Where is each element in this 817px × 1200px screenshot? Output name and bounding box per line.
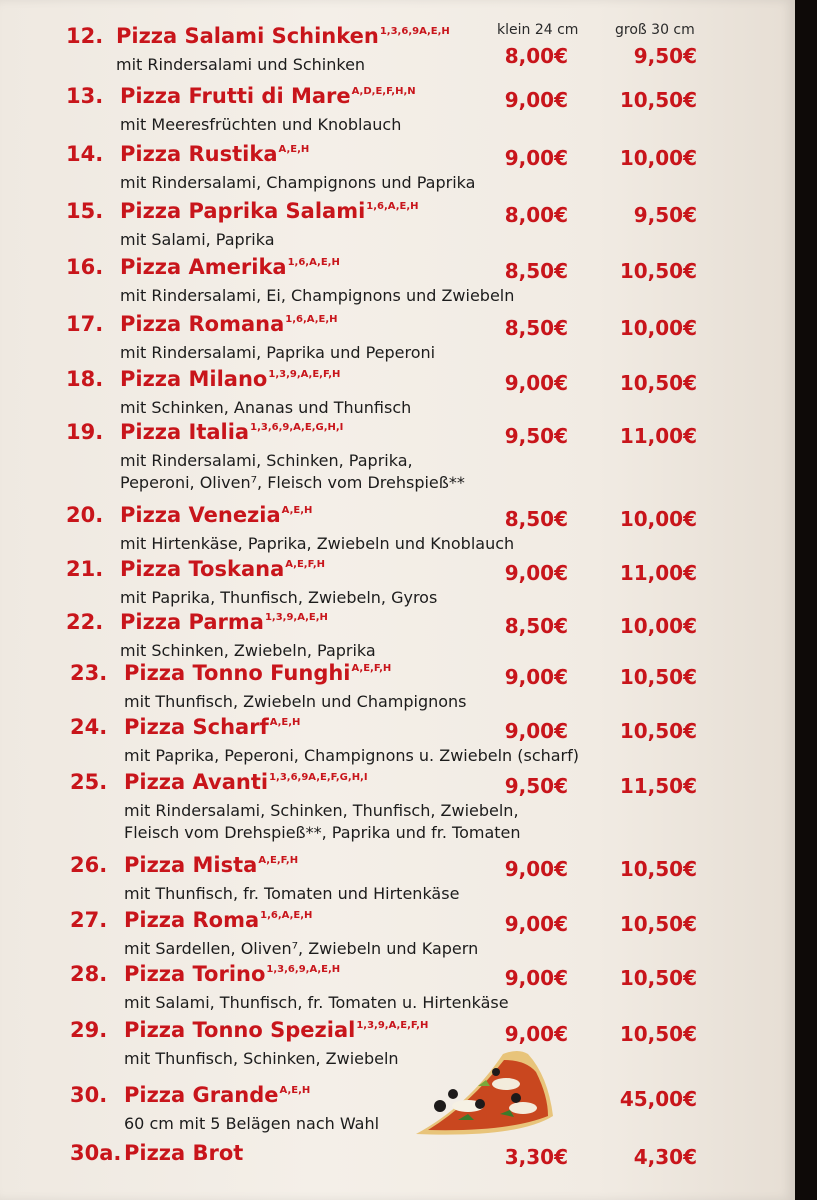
allergen-codes: 1,6,A,E,H xyxy=(366,201,419,212)
item-name: Pizza Roma$^{1,6,A,E,H}$ xyxy=(124,908,313,932)
item-description xyxy=(124,938,478,960)
item-name: Pizza Mista$^{A,E,F,H}$ xyxy=(124,853,299,877)
item-number: 28. xyxy=(70,962,108,986)
large-size-header: groß 30 cm xyxy=(615,22,695,38)
price-small: 3,30€ xyxy=(504,1145,568,1169)
item-number: 22. xyxy=(66,610,104,634)
description-line: Fleisch vom Drehspieß**, Paprika und fr. Tomaten xyxy=(124,823,521,842)
description-line: mit Rindersalami und Schinken xyxy=(116,55,366,74)
description-line: mit Schinken, Ananas und Thunfisch xyxy=(120,398,412,417)
price-small: 9,00€ xyxy=(504,146,568,170)
price-large: 9,50€ xyxy=(633,203,697,227)
price-small: 9,00€ xyxy=(504,966,568,990)
item-name: Pizza Brot xyxy=(124,1141,244,1165)
price-small: 9,50€ xyxy=(504,424,568,448)
price-small: 9,00€ xyxy=(504,88,568,112)
item-name: Pizza Paprika Salami$^{1,6,A,E,H}$ xyxy=(120,199,419,223)
allergen-codes: 1,3,6,9A,E,H xyxy=(379,26,450,37)
item-name: Pizza Grande$^{A,E,H}$ xyxy=(124,1083,311,1107)
item-description xyxy=(124,745,579,767)
price-small: 9,00€ xyxy=(504,857,568,881)
price-small: 8,50€ xyxy=(504,507,568,531)
description-line: mit Thunfisch, Zwiebeln und Champignons xyxy=(124,692,467,711)
item-description xyxy=(124,883,459,905)
description-line: mit Schinken, Zwiebeln, Paprika xyxy=(120,641,376,660)
item-number: 27. xyxy=(70,908,108,932)
description-line: mit Meeresfrüchten und Knoblauch xyxy=(120,115,402,134)
price-small: 8,50€ xyxy=(504,259,568,283)
allergen-codes: 1,3,6,9,A,E,G,H,I xyxy=(250,422,344,433)
price-large: 10,00€ xyxy=(619,146,697,170)
description-line: mit Rindersalami, Ei, Champignons und Zwiebeln xyxy=(120,286,515,305)
item-number: 26. xyxy=(70,853,108,877)
item-description xyxy=(124,992,509,1014)
price-large: 10,50€ xyxy=(619,259,697,283)
item-name: Pizza Amerika$^{1,6,A,E,H}$ xyxy=(120,255,340,279)
item-name: Pizza Rustika$^{A,E,H}$ xyxy=(120,142,310,166)
item-number: 23. xyxy=(70,661,108,685)
price-large: 10,50€ xyxy=(619,1022,697,1046)
description-line: mit Rindersalami, Paprika und Peperoni xyxy=(120,343,436,362)
description-line: mit Paprika, Peperoni, Champignons u. Zwiebeln (scharf) xyxy=(124,746,580,765)
item-name: Pizza Italia$^{1,3,6,9,A,E,G,H,I}$ xyxy=(120,420,344,444)
price-large: 10,00€ xyxy=(619,614,697,638)
description-line: mit Paprika, Thunfisch, Zwiebeln, Gyros xyxy=(120,588,438,607)
price-small: 8,50€ xyxy=(504,614,568,638)
price-large: 11,50€ xyxy=(619,774,697,798)
price-small: 8,50€ xyxy=(504,316,568,340)
price-large: 45,00€ xyxy=(619,1087,697,1111)
description-line: Peperoni, Oliven⁷, Fleisch vom Drehspieß** xyxy=(120,473,465,492)
price-small: 8,00€ xyxy=(504,203,568,227)
description-line: mit Hirtenkäse, Paprika, Zwiebeln und Knoblauch xyxy=(120,534,515,553)
item-description xyxy=(124,691,467,713)
description-line: mit Rindersalami, Schinken, Thunfisch, Zwiebeln, xyxy=(124,801,519,820)
item-name: Pizza Tonno Funghi$^{A,E,F,H}$ xyxy=(124,661,392,685)
item-description xyxy=(120,229,275,251)
price-large: 10,50€ xyxy=(619,966,697,990)
allergen-codes: A,D,E,F,H,N xyxy=(351,86,416,97)
price-small: 8,00€ xyxy=(504,44,568,68)
price-large: 10,50€ xyxy=(619,719,697,743)
item-number: 15. xyxy=(66,199,104,223)
description-line: mit Thunfisch, Schinken, Zwiebeln xyxy=(124,1049,399,1068)
price-small: 9,00€ xyxy=(504,719,568,743)
item-name: Pizza Torino$^{1,3,6,9,A,E,H}$ xyxy=(124,962,341,986)
item-name: Pizza Milano$^{1,3,9,A,E,F,H}$ xyxy=(120,367,341,391)
item-description xyxy=(116,54,365,76)
allergen-codes: 1,3,9,A,E,H xyxy=(264,612,328,623)
description-line: mit Rindersalami, Champignons und Paprika xyxy=(120,173,476,192)
allergen-codes: A,E,H xyxy=(279,1085,311,1096)
allergen-codes: 1,3,6,9,A,E,H xyxy=(266,964,341,975)
price-large: 9,50€ xyxy=(633,44,697,68)
price-small: 9,00€ xyxy=(504,1022,568,1046)
item-name: Pizza Romana$^{1,6,A,E,H}$ xyxy=(120,312,338,336)
item-description xyxy=(120,172,475,194)
pizza-slice-image xyxy=(408,1046,558,1138)
item-name: Pizza Scharf$^{A,E,H}$ xyxy=(124,715,301,739)
item-number: 13. xyxy=(66,84,104,108)
item-number: 30a. xyxy=(70,1141,122,1165)
price-small: 9,50€ xyxy=(504,774,568,798)
item-description xyxy=(120,450,465,494)
price-large: 10,50€ xyxy=(619,665,697,689)
price-small: 9,00€ xyxy=(504,912,568,936)
price-large: 10,50€ xyxy=(619,912,697,936)
price-large: 10,50€ xyxy=(619,857,697,881)
item-number: 25. xyxy=(70,770,108,794)
price-large: 10,00€ xyxy=(619,316,697,340)
allergen-codes: A,E,H xyxy=(269,717,301,728)
item-number: 19. xyxy=(66,420,104,444)
item-number: 17. xyxy=(66,312,104,336)
item-description xyxy=(120,640,376,662)
allergen-codes: A,E,F,H xyxy=(351,663,392,674)
allergen-codes: 1,3,9,A,E,F,H xyxy=(356,1020,429,1031)
allergen-codes: 1,6,A,E,H xyxy=(260,910,313,921)
item-description xyxy=(120,114,401,136)
price-small: 9,00€ xyxy=(504,371,568,395)
item-name: Pizza Toskana$^{A,E,F,H}$ xyxy=(120,557,325,581)
item-name: Pizza Parma$^{1,3,9,A,E,H}$ xyxy=(120,610,328,634)
description-line: 60 cm mit 5 Belägen nach Wahl xyxy=(124,1114,380,1133)
price-large: 11,00€ xyxy=(619,561,697,585)
item-description xyxy=(124,800,521,844)
item-description xyxy=(120,587,437,609)
item-description xyxy=(120,397,411,419)
price-large: 11,00€ xyxy=(619,424,697,448)
item-name: Pizza Frutti di Mare$^{A,D,E,F,H,N}$ xyxy=(120,84,416,108)
item-number: 30. xyxy=(70,1083,108,1107)
description-line: mit Salami, Thunfisch, fr. Tomaten u. Hirtenkäse xyxy=(124,993,509,1012)
allergen-codes: A,E,F,H xyxy=(285,559,325,570)
price-large: 10,50€ xyxy=(619,88,697,112)
allergen-codes: 1,6,A,E,H xyxy=(285,314,338,325)
allergen-codes: A,E,F,H xyxy=(258,855,299,866)
item-number: 29. xyxy=(70,1018,108,1042)
allergen-codes: 1,3,9,A,E,F,H xyxy=(268,369,341,380)
allergen-codes: 1,3,6,9A,E,F,G,H,I xyxy=(269,772,368,783)
allergen-codes: A,E,H xyxy=(278,144,310,155)
item-name: Pizza Avanti$^{1,3,6,9A,E,F,G,H,I}$ xyxy=(124,770,368,794)
item-name: Pizza Venezia$^{A,E,H}$ xyxy=(120,503,313,527)
item-number: 24. xyxy=(70,715,108,739)
item-description xyxy=(124,1113,379,1135)
description-line: mit Rindersalami, Schinken, Paprika, xyxy=(120,451,413,470)
item-name: Pizza Salami Schinken$^{1,3,6,9A,E,H}$ xyxy=(116,24,450,48)
item-description xyxy=(124,1048,399,1070)
price-large: 4,30€ xyxy=(633,1145,697,1169)
description-line: mit Sardellen, Oliven⁷, Zwiebeln und Kapern xyxy=(124,939,479,958)
item-number: 12. xyxy=(66,24,104,48)
item-description xyxy=(120,285,514,307)
small-size-header: klein 24 cm xyxy=(497,22,579,38)
item-number: 14. xyxy=(66,142,104,166)
item-description xyxy=(120,342,435,364)
description-line: mit Thunfisch, fr. Tomaten und Hirtenkäse xyxy=(124,884,460,903)
item-number: 20. xyxy=(66,503,104,527)
item-description xyxy=(120,533,514,555)
price-small: 9,00€ xyxy=(504,665,568,689)
item-name: Pizza Tonno Spezial$^{1,3,9,A,E,F,H}$ xyxy=(124,1018,429,1042)
price-large: 10,50€ xyxy=(619,371,697,395)
price-large: 10,00€ xyxy=(619,507,697,531)
item-number: 16. xyxy=(66,255,104,279)
price-small: 9,00€ xyxy=(504,561,568,585)
item-number: 18. xyxy=(66,367,104,391)
item-number: 21. xyxy=(66,557,104,581)
description-line: mit Salami, Paprika xyxy=(120,230,275,249)
allergen-codes: 1,6,A,E,H xyxy=(287,257,340,268)
allergen-codes: A,E,H xyxy=(281,505,313,516)
